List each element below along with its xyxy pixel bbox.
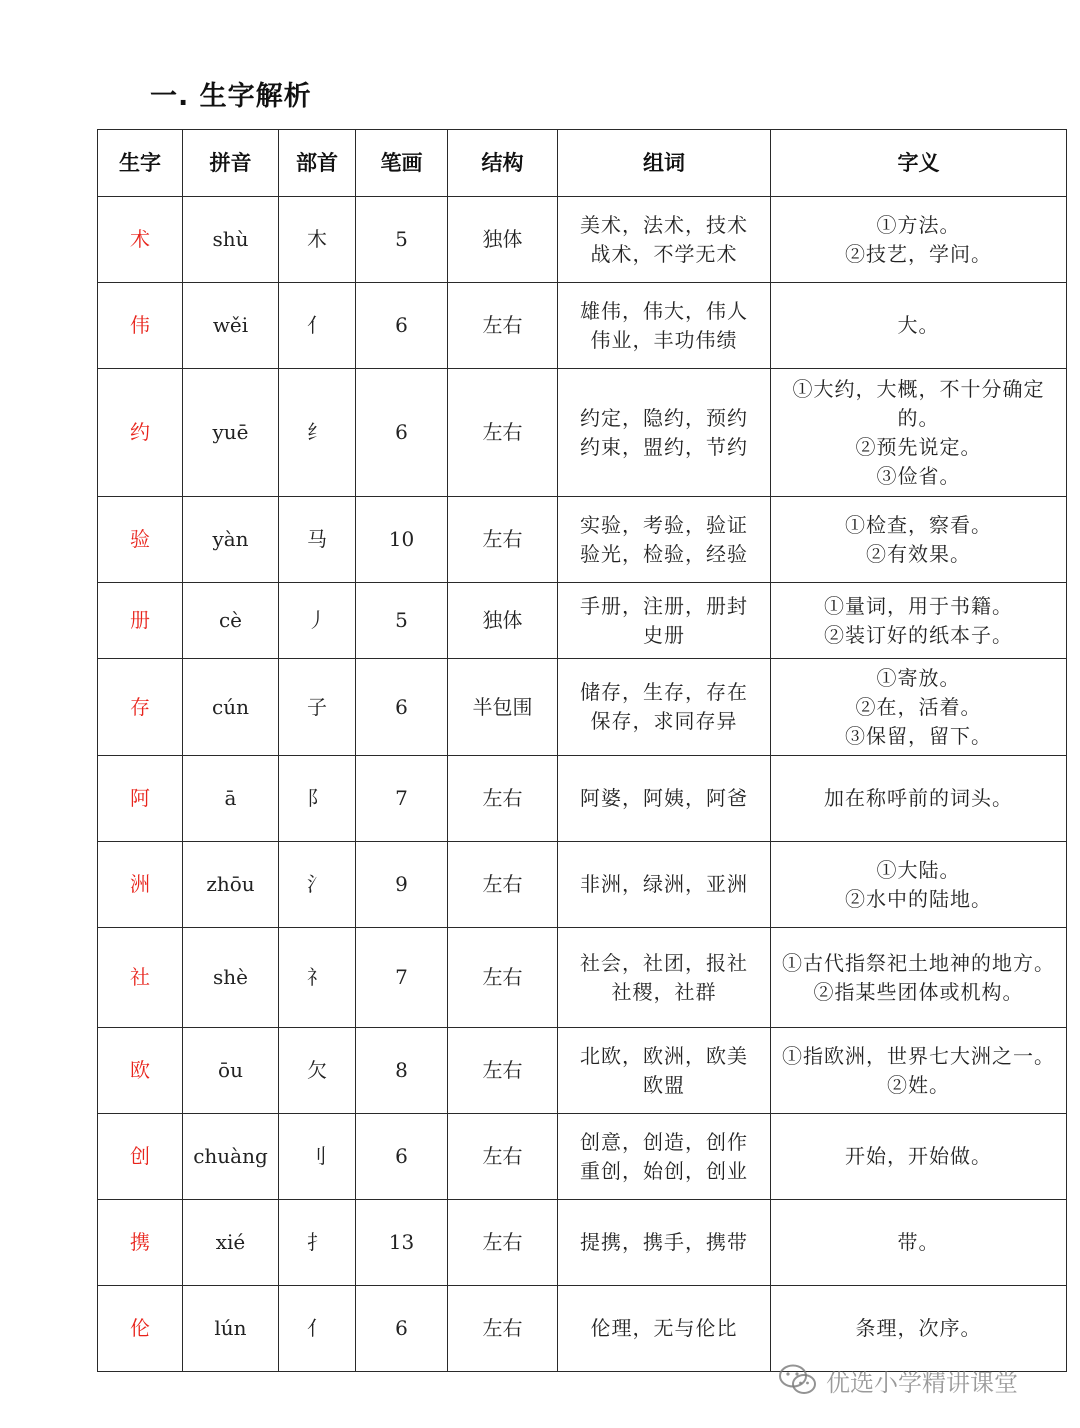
strokes-cell: 5 [356,197,448,283]
section-title: 一. 生字解析 [150,81,312,112]
meaning-line: 大。 [897,313,940,337]
word-line: 史册 [643,622,685,647]
word-line: 验光，检验，经验 [580,541,748,566]
meaning-line: ②水中的陆地。 [845,886,992,911]
word-line: 重创，始创，创业 [580,1158,748,1183]
table-row [98,1286,1067,1372]
strokes-cell: 13 [356,1200,448,1286]
word-line: 雄伟，伟大，伟人 [580,298,748,323]
radical-cell: 氵 [279,842,356,928]
words-cell [558,659,771,756]
strokes-cell: 5 [356,583,448,659]
meaning-line: 加在称呼前的词头。 [824,786,1013,810]
meaning-line: ①检查，察看。 [845,512,992,537]
structure-cell: 左右 [448,1114,558,1200]
pinyin-cell: yàn [183,497,279,583]
meaning-line: ②装订好的纸本子。 [824,622,1013,647]
char-cell: 洲 [98,842,183,928]
table-row [98,659,1067,756]
word-line: 储存，生存，存在 [580,680,748,704]
meaning-cell [771,1286,1067,1372]
header-pinyin: 拼音 [183,130,279,197]
table-row [98,369,1067,497]
radical-cell: 马 [279,497,356,583]
meaning-line: ①寄放。 [876,665,961,690]
word-line: 欧盟 [643,1072,685,1097]
meaning-line: ①方法。 [876,212,961,237]
word-line: 美术，法术，技术 [580,212,748,237]
strokes-cell: 7 [356,756,448,842]
meaning-cell [771,1200,1067,1286]
meaning-line: 开始，开始做。 [845,1144,992,1168]
table-row [98,1028,1067,1114]
pinyin-cell: lún [183,1286,279,1372]
meaning-line: ③保留，留下。 [845,723,992,748]
pinyin-cell: ā [183,756,279,842]
word-line: 实验，考验，验证 [580,512,748,537]
structure-cell: 左右 [448,928,558,1028]
word-line: 保存，求同存异 [590,709,738,733]
char-cell: 册 [98,583,183,659]
word-line: 约定，隐约，预约 [580,405,748,430]
radical-cell: 亻 [279,283,356,369]
char-cell: 伟 [98,283,183,369]
structure-cell: 独体 [448,583,558,659]
table-row [98,1114,1067,1200]
word-line: 社稷，社群 [611,979,717,1004]
header-structure: 结构 [448,130,558,197]
char-cell: 阿 [98,756,183,842]
words-cell [558,1028,771,1114]
words-cell [558,756,771,842]
strokes-cell: 6 [356,283,448,369]
char-cell: 创 [98,1114,183,1200]
meaning-cell [771,583,1067,659]
word-line: 伟业，丰功伟绩 [590,327,738,352]
character-table [97,129,1067,1372]
char-cell: 社 [98,928,183,1028]
radical-cell: 子 [279,659,356,756]
words-cell [558,583,771,659]
word-line: 阿婆，阿姨，阿爸 [580,786,748,810]
structure-cell: 左右 [448,1200,558,1286]
meaning-line: 条理，次序。 [855,1316,982,1340]
structure-cell: 半包围 [448,659,558,756]
radical-cell: 纟 [279,369,356,497]
pinyin-cell: cè [183,583,279,659]
words-cell [558,842,771,928]
meaning-cell [771,369,1067,497]
strokes-cell: 6 [356,659,448,756]
meaning-line: ①大约，大概，不十分确定的。 [792,376,1045,430]
words-cell [558,1286,771,1372]
word-line: 北欧，欧洲，欧美 [580,1043,748,1068]
word-line: 约束，盟约，节约 [580,434,748,459]
structure-cell: 左右 [448,497,558,583]
radical-cell: 扌 [279,1200,356,1286]
meaning-line: ②有效果。 [866,541,971,566]
char-cell: 术 [98,197,183,283]
meaning-cell [771,497,1067,583]
table-header-row [98,130,1067,197]
table-row [98,1200,1067,1286]
meaning-cell [771,1028,1067,1114]
word-line: 创意，创造，创作 [580,1129,748,1154]
meaning-line: ①量词，用于书籍。 [824,593,1013,618]
strokes-cell: 10 [356,497,448,583]
meaning-line: ②在，活着。 [855,694,982,719]
radical-cell: 丿 [279,583,356,659]
meaning-cell [771,283,1067,369]
meaning-line: ②预先说定。 [855,434,982,459]
pinyin-cell: wěi [183,283,279,369]
meaning-cell [771,659,1067,756]
pinyin-cell: yuē [183,369,279,497]
table-row [98,842,1067,928]
word-line: 提携，携手，携带 [580,1230,748,1254]
meaning-line: ③俭省。 [876,463,961,488]
words-cell [558,1114,771,1200]
meaning-line: ①古代指祭祀土地神的地方。 [782,950,1055,975]
char-cell: 约 [98,369,183,497]
words-cell [558,928,771,1028]
words-cell [558,497,771,583]
strokes-cell: 7 [356,928,448,1028]
structure-cell: 独体 [448,197,558,283]
meaning-cell [771,756,1067,842]
structure-cell: 左右 [448,1286,558,1372]
meaning-line: 带。 [897,1230,940,1254]
header-words: 组词 [558,130,771,197]
table-row [98,928,1067,1028]
word-line: 伦理，无与伦比 [590,1316,738,1340]
char-cell: 欧 [98,1028,183,1114]
word-line: 社会，社团，报社 [580,950,748,975]
meaning-line: ①指欧洲，世界七大洲之一。 [782,1043,1055,1068]
watermark-text: 优选小学精讲课堂 [826,1368,1018,1397]
pinyin-cell: xié [183,1200,279,1286]
char-cell: 携 [98,1200,183,1286]
radical-cell: 阝 [279,756,356,842]
meaning-line: ②技艺，学问。 [845,241,992,266]
table-row [98,197,1067,283]
radical-cell: 亻 [279,1286,356,1372]
pinyin-cell: ōu [183,1028,279,1114]
header-strokes: 笔画 [356,130,448,197]
table-row [98,583,1067,659]
meaning-cell [771,1114,1067,1200]
strokes-cell: 9 [356,842,448,928]
words-cell [558,369,771,497]
header-meaning: 字义 [771,130,1067,197]
table-row [98,497,1067,583]
words-cell [558,197,771,283]
pinyin-cell: shè [183,928,279,1028]
word-line: 战术，不学无术 [590,241,738,266]
char-cell: 存 [98,659,183,756]
structure-cell: 左右 [448,283,558,369]
structure-cell: 左右 [448,842,558,928]
table-row [98,283,1067,369]
meaning-line: ②指某些团体或机构。 [813,979,1024,1004]
meaning-cell [771,842,1067,928]
meaning-cell [771,197,1067,283]
header-char: 生字 [98,130,183,197]
strokes-cell: 6 [356,1286,448,1372]
pinyin-cell: shù [183,197,279,283]
table-row [98,756,1067,842]
radical-cell: 木 [279,197,356,283]
char-cell: 伦 [98,1286,183,1372]
strokes-cell: 6 [356,369,448,497]
radical-cell: 刂 [279,1114,356,1200]
pinyin-cell: cún [183,659,279,756]
radical-cell: 礻 [279,928,356,1028]
structure-cell: 左右 [448,1028,558,1114]
word-line: 手册，注册，册封 [580,593,748,618]
strokes-cell: 8 [356,1028,448,1114]
pinyin-cell: chuàng [183,1114,279,1200]
meaning-line: ②姓。 [887,1072,950,1097]
meaning-line: ①大陆。 [876,857,961,882]
words-cell [558,1200,771,1286]
strokes-cell: 6 [356,1114,448,1200]
word-line: 非洲，绿洲，亚洲 [580,872,748,896]
structure-cell: 左右 [448,756,558,842]
structure-cell: 左右 [448,369,558,497]
header-radical: 部首 [279,130,356,197]
wechat-icon [778,1363,818,1397]
pinyin-cell: zhōu [183,842,279,928]
words-cell [558,283,771,369]
meaning-cell [771,928,1067,1028]
char-cell: 验 [98,497,183,583]
radical-cell: 欠 [279,1028,356,1114]
watermark [778,1362,1018,1398]
